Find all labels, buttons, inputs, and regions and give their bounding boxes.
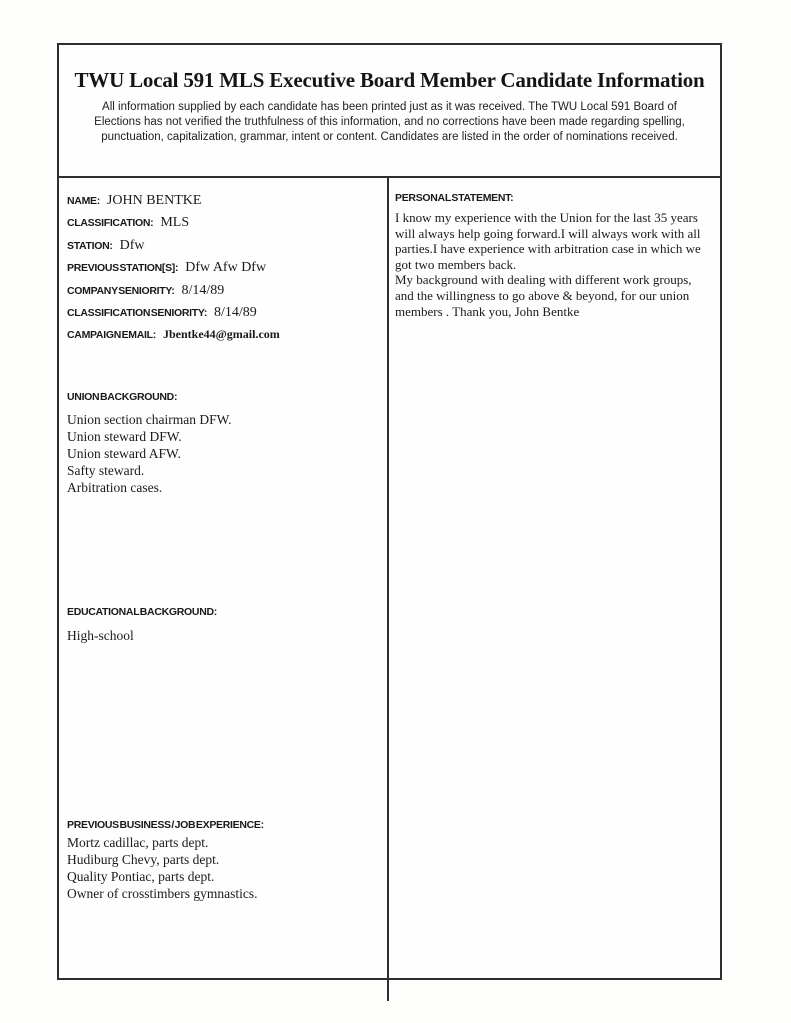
field-label: CLASSIFICATION SENIORITY: <box>67 306 208 319</box>
previous-business-line: Owner of crosstimbers gymnastics. <box>67 886 258 901</box>
field-value: Dfw Afw Dfw <box>185 260 267 276</box>
document-border <box>57 43 722 980</box>
field-value: 8/14/89 <box>214 304 257 320</box>
field-row-name <box>67 193 379 215</box>
educational-background-line: High-school <box>67 628 134 643</box>
field-row-classification <box>67 215 379 237</box>
candidate-fields <box>67 193 379 350</box>
field-label: COMPANY SENIORITY: <box>67 284 175 297</box>
union-background-line: Safty steward. <box>67 463 145 478</box>
column-divider <box>387 178 389 1001</box>
personal-statement-line: got two members back. <box>395 256 517 272</box>
field-value: 8/14/89 <box>181 282 225 298</box>
field-row-previous-stations <box>67 260 379 282</box>
field-label: STATION: <box>67 239 113 252</box>
field-row-campaign-email <box>67 327 379 349</box>
previous-business-line: Mortz cadillac, parts dept. <box>67 835 209 850</box>
union-background-line: Union section chairman DFW. <box>67 412 232 427</box>
previous-business-line: Quality Pontiac, parts dept. <box>67 869 215 884</box>
field-label: NAME: <box>67 195 100 207</box>
personal-statement-line: members . Thank you, John Bentke <box>395 303 580 319</box>
previous-business-label: PREVIOUS BUSINESS / JOB EXPERIENCE: <box>67 819 264 831</box>
document-body <box>59 178 720 1001</box>
personal-statement-line: parties.I have experience with arbitration case in which we <box>395 241 701 257</box>
personal-statement-line: I know my experience with the Union for the last 35 years <box>395 210 698 225</box>
educational-background-label: EDUCATIONAL BACKGROUND: <box>67 606 217 618</box>
field-label: CAMPAIGN EMAIL: <box>67 329 156 342</box>
field-value: MLS <box>160 215 190 231</box>
educational-background-lines <box>67 627 379 644</box>
field-row-classification-seniority <box>67 305 379 327</box>
personal-statement-line: and the willingness to go above & beyond, for our union <box>395 287 690 303</box>
field-label: PREVIOUS STATION[S]: <box>67 262 179 275</box>
field-value: JOHN BENTKE <box>106 193 202 208</box>
field-value: Jbentke44@gmail.com <box>162 327 280 342</box>
union-background-section <box>67 391 379 496</box>
field-label: CLASSIFICATION: <box>67 217 154 230</box>
document-title: TWU Local 591 MLS Executive Board Member Candidate Information <box>74 68 705 92</box>
previous-business-section <box>67 819 379 902</box>
document-header <box>59 68 720 178</box>
field-row-station <box>67 238 379 260</box>
educational-background-section <box>67 606 379 644</box>
personal-statement-section <box>395 192 721 319</box>
union-background-label: UNION BACKGROUND: <box>67 391 178 403</box>
previous-business-lines <box>67 834 379 902</box>
personal-statement-line: My background with dealing with different work groups, <box>395 272 692 288</box>
personal-statement-text <box>395 210 721 319</box>
union-background-line: Arbitration cases. <box>67 480 163 495</box>
document-disclaimer: All information supplied by each candidate has been printed just as it was received. The TWU Local 591 Board of Elections has not verified the truthfulness of this information, and no corrections have been made regarding spelling, punctuation, capitalization, grammar, intent or content. Candidates are listed in the order of nominations received. <box>94 101 685 143</box>
field-row-company-seniority <box>67 283 379 305</box>
previous-business-line: Hudiburg Chevy, parts dept. <box>67 852 220 867</box>
union-background-lines <box>67 411 379 496</box>
personal-statement-line: will always help going forward.I will always work with all <box>395 225 701 241</box>
union-background-line: Union steward AFW. <box>67 446 181 461</box>
field-value: Dfw <box>119 237 145 253</box>
personal-statement-label: PERSONAL STATEMENT: <box>395 192 514 204</box>
union-background-line: Union steward DFW. <box>67 429 182 444</box>
